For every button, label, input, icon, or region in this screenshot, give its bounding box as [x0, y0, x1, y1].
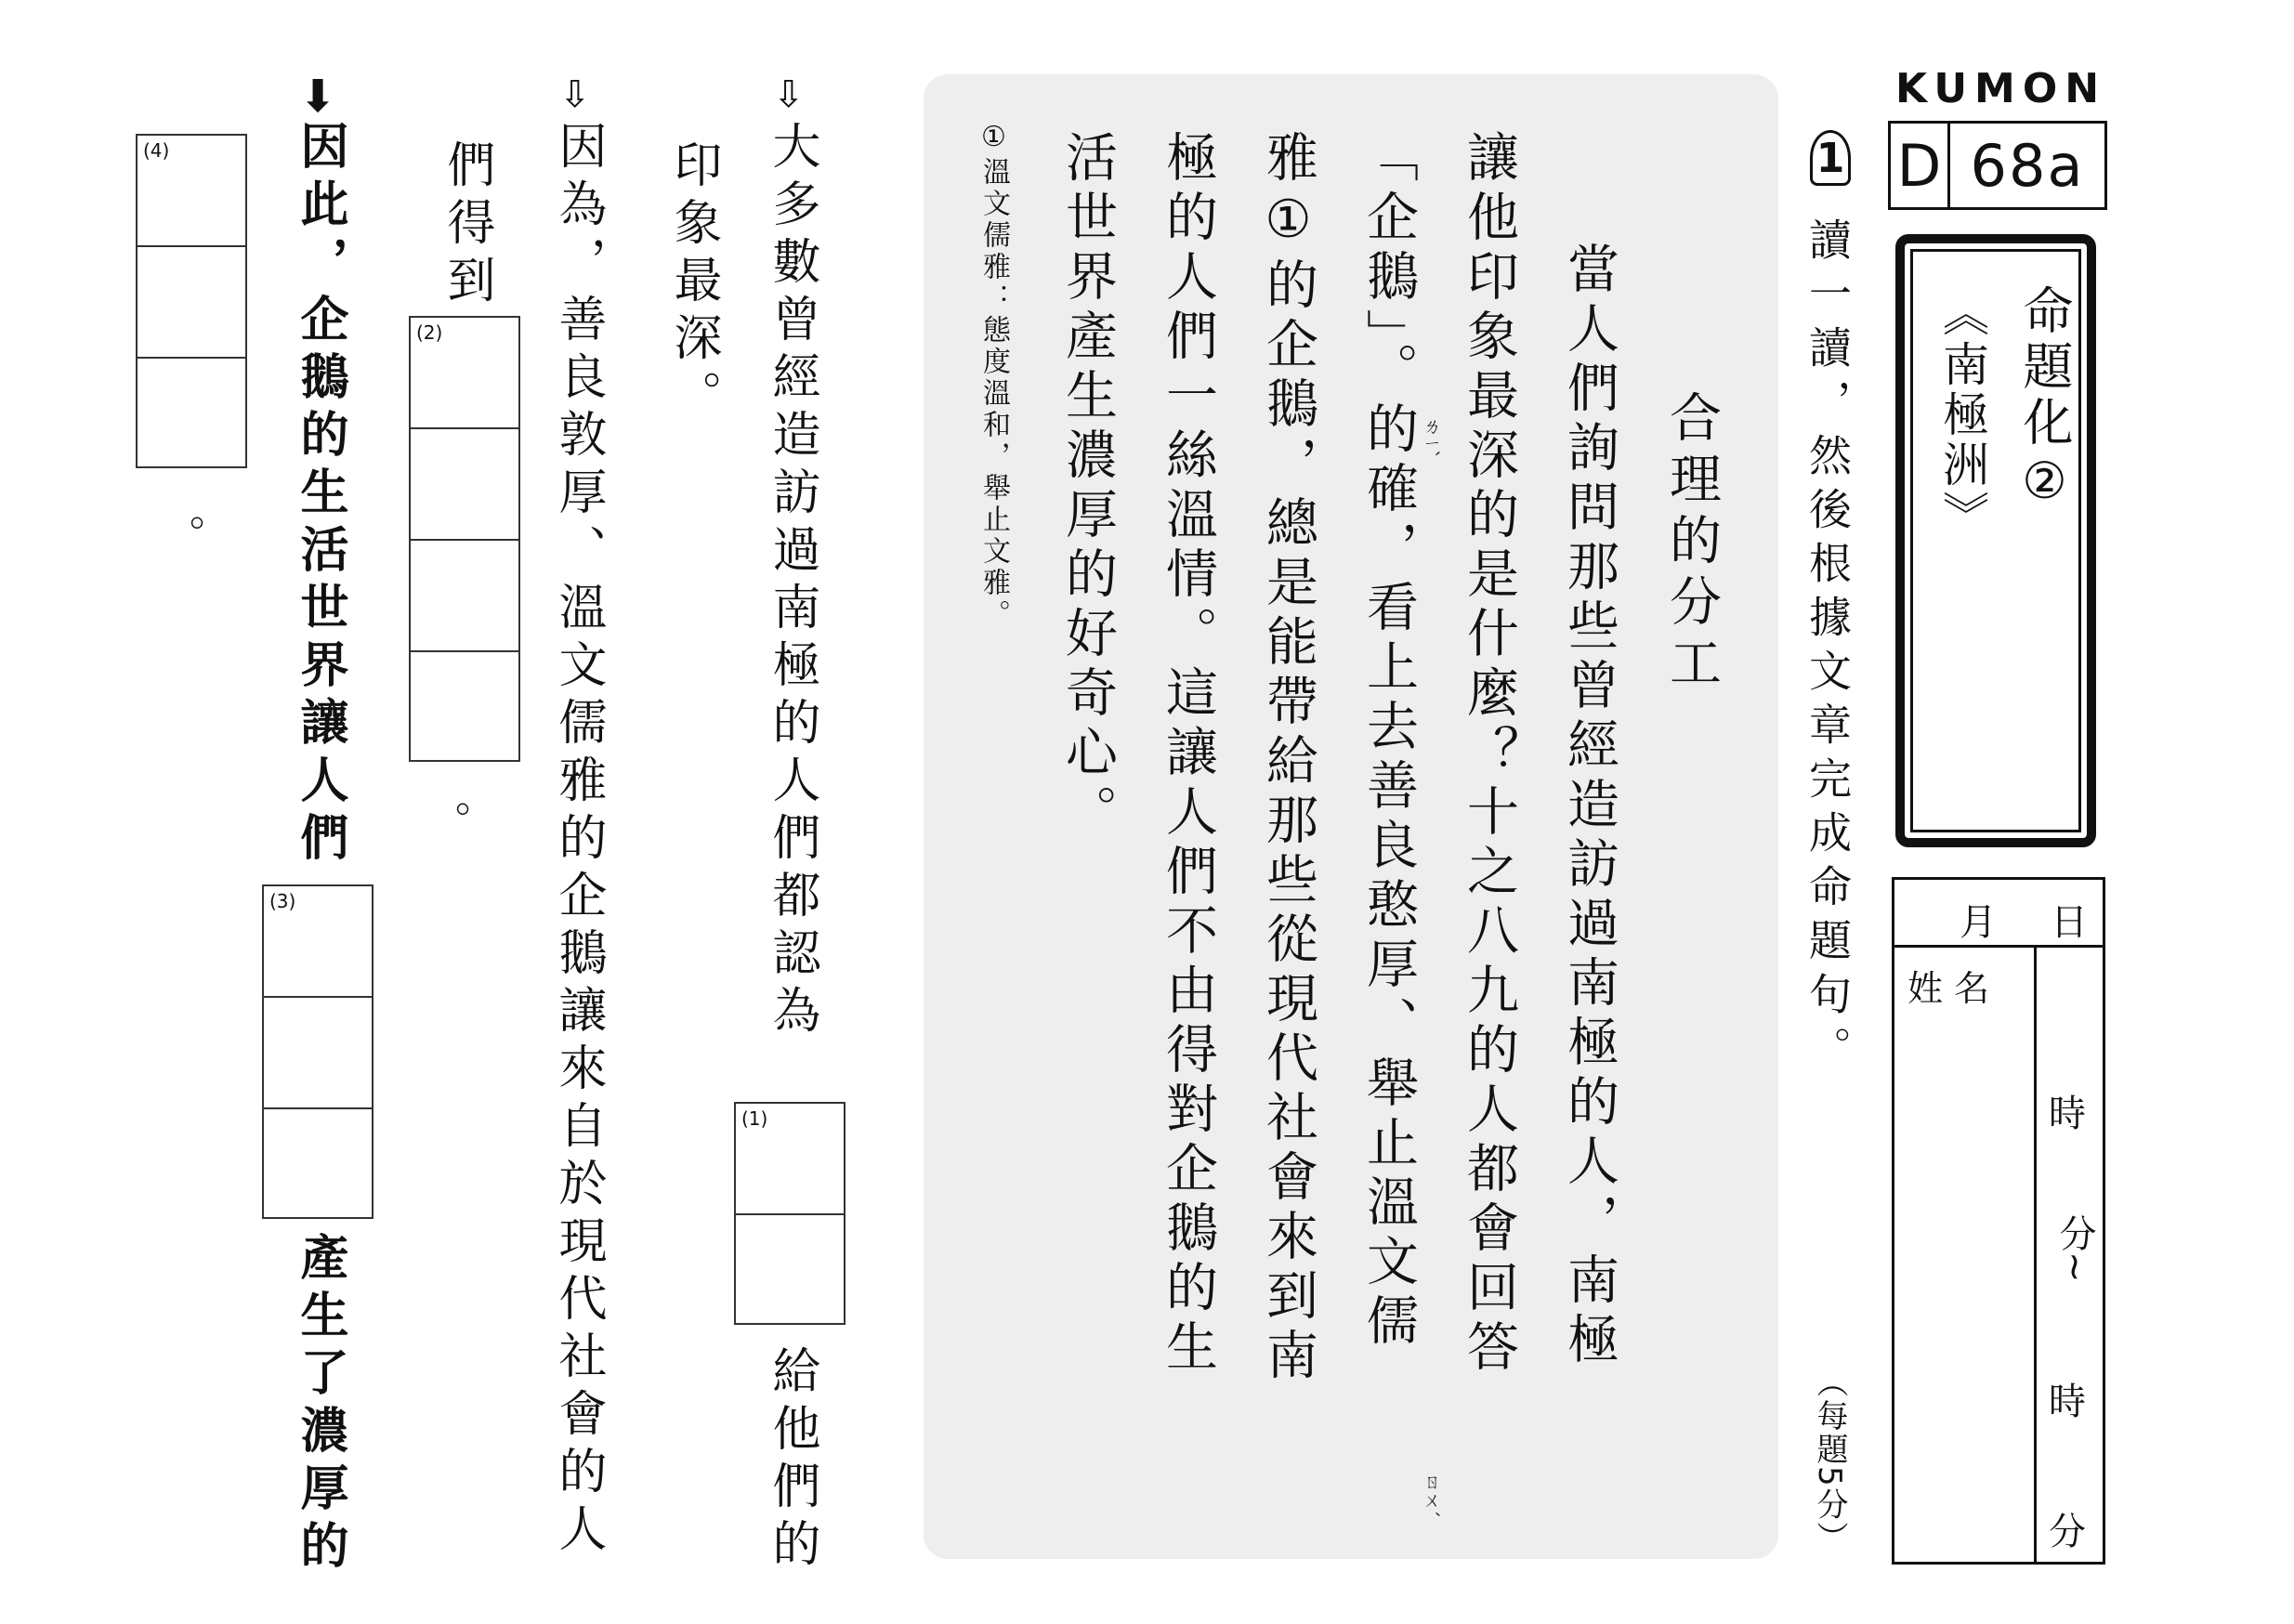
- points-note: （每題5分）: [1811, 1366, 1848, 1555]
- passage-panel: [924, 74, 1778, 1559]
- question-number-badge: [1810, 130, 1851, 186]
- start-min-label: 分~: [2053, 1214, 2096, 1283]
- day-label: 日: [2051, 901, 2088, 944]
- arrow-down-solid-icon: ⬇: [299, 71, 337, 123]
- answer-column-5-bottom: 產生了濃厚的: [292, 1232, 347, 1578]
- answer-column-6-end: 。: [190, 488, 230, 535]
- table-divider: [2034, 945, 2037, 1562]
- sheet-number: 68a: [1970, 131, 2085, 200]
- start-hour-label: 時: [2049, 1093, 2086, 1135]
- answer-column-5-top: 因此，企鵝的生活世界讓人們: [292, 121, 347, 870]
- answer-column-1-bottom: 給他們的: [764, 1345, 819, 1576]
- passage-column-3: 「企鵝」。的確，看上去善良憨厚、舉止溫文儒: [1358, 130, 1419, 1353]
- answer-column-4-end: 。: [455, 774, 496, 821]
- title-frame: [1895, 234, 2096, 847]
- answer-box-3[interactable]: [262, 884, 374, 1219]
- instruction-text: 讀一讀，然後根據文章完成命題句。: [1802, 217, 1853, 1080]
- answer-box-1-label: (1): [741, 1107, 768, 1130]
- arrow-down-outline-icon: ⇩: [559, 73, 591, 116]
- title-main-text: 命題化②: [2015, 284, 2074, 516]
- answer-column-3: 因為，善良敦厚、溫文儒雅的企鵝讓來自於現代社會的人: [550, 121, 606, 1561]
- sheet-code-box: [1888, 121, 2107, 210]
- footnote: ①溫文儒雅：態度溫和，舉止文雅。: [977, 121, 1010, 631]
- answer-box-2-label: (2): [416, 321, 443, 344]
- answer-box-4-cell[interactable]: [138, 359, 245, 466]
- answer-box-2-cell[interactable]: [411, 541, 518, 652]
- ruby-li: ㄌㄧˋ: [1420, 416, 1442, 459]
- end-min-label: 分: [2049, 1511, 2086, 1553]
- answer-column-1-top: 大多數曾經造訪過南極的人們都認為: [764, 121, 819, 1042]
- date-name-table: [1892, 877, 2105, 1565]
- answer-box-2-cell[interactable]: [411, 429, 518, 541]
- answer-box-3-cell[interactable]: [264, 998, 372, 1109]
- answer-box-2-cell[interactable]: [411, 652, 518, 760]
- level-letter: D: [1891, 124, 1950, 207]
- passage-title: 合理的分工: [1661, 390, 1722, 697]
- name-field[interactable]: [1896, 1001, 2032, 1558]
- passage-column-5: 極的人們一絲溫情。這讓人們不由得對企鵝的生: [1158, 130, 1218, 1379]
- passage-column-6: 活世界產生濃厚的好奇心。: [1057, 130, 1118, 844]
- answer-box-1[interactable]: [734, 1102, 846, 1325]
- answer-column-4-top: 們得到: [439, 139, 494, 312]
- passage-column-4: 雅①的企鵝，總是能帶給那些從現代社會來到南: [1258, 130, 1318, 1387]
- answer-box-1-cell[interactable]: [736, 1215, 844, 1323]
- question-number: 1: [1816, 134, 1845, 182]
- month-label: 月: [1960, 901, 1997, 944]
- date-row[interactable]: [1894, 880, 2103, 948]
- ruby-ru: ㄖㄨˊ: [1420, 1472, 1442, 1518]
- answer-box-4-cell[interactable]: [138, 247, 245, 359]
- answer-box-2[interactable]: [409, 316, 520, 762]
- title-sub: [1929, 290, 1996, 541]
- passage-column-1: 當人們詢問那些曾經造訪過南極的人，南極: [1559, 242, 1619, 1371]
- answer-box-3-cell[interactable]: [264, 1109, 372, 1217]
- passage-column-2: 讓他印象最深的是什麼？十之八九的人都會回答: [1459, 130, 1519, 1379]
- title-sub-text: 《南極洲》: [1935, 290, 1989, 541]
- end-hour-label: 時: [2049, 1381, 2086, 1423]
- answer-box-4[interactable]: [136, 134, 247, 468]
- answer-box-3-label: (3): [269, 890, 296, 912]
- answer-box-4-label: (4): [143, 139, 170, 162]
- name-label: 姓名: [1907, 968, 2001, 1009]
- title-main: [2009, 284, 2080, 516]
- arrow-down-outline-icon: ⇩: [773, 73, 805, 116]
- answer-column-2: 印象最深。: [665, 139, 721, 427]
- kumon-logo: KUMON: [1895, 65, 2107, 112]
